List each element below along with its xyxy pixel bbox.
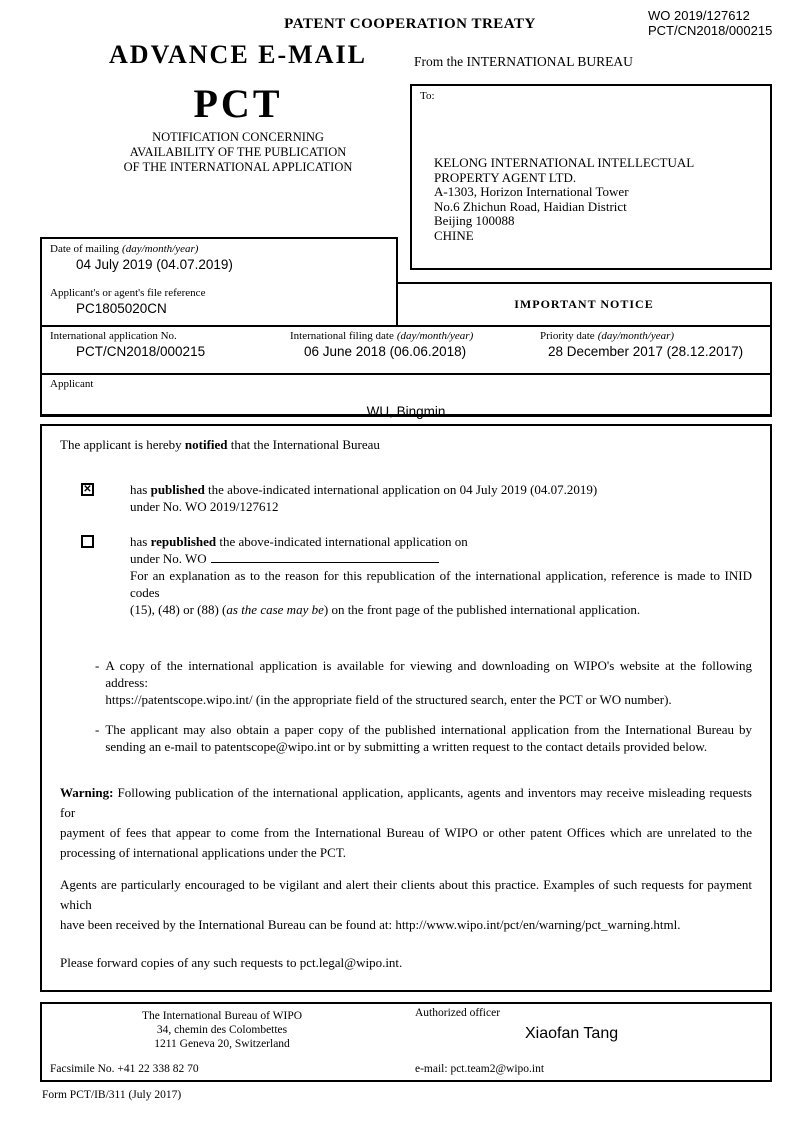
paper-copy-text [105, 721, 752, 755]
file-reference-label: Applicant's or agent's file reference [50, 287, 206, 299]
form-identifier: Form PCT/IB/311 (July 2017) [42, 1089, 182, 1101]
unchecked-checkbox-icon [81, 535, 94, 548]
warning-line3: processing of international applications under the PCT. [60, 845, 347, 860]
notification-title-line: NOTIFICATION CONCERNING [152, 130, 324, 144]
bureau-address-line: 34, chemin des Colombettes [156, 1024, 288, 1036]
date-format-note: (day/month/year) [396, 330, 474, 342]
intl-application-no-label: International application No. [50, 330, 177, 342]
bureau-address-line: 1211 Geneva 20, Switzerland [154, 1038, 290, 1050]
warning-line1-text: Following publication of the international application, applicants, agents and inventors may receive misleading requests for [60, 785, 752, 820]
date-format-note: (day/month/year) [122, 243, 199, 255]
republished-explanation-line2 [130, 601, 752, 618]
republished-post: the above-indicated international application on [216, 534, 468, 549]
intro-post: that the International Bureau [227, 437, 380, 452]
paper-copy-line1: The applicant may also obtain a paper copy of the published international application from the International Bureau by [105, 722, 752, 737]
published-text [130, 481, 597, 515]
address-line: CHINE [434, 227, 474, 243]
application-data-row [40, 325, 772, 375]
expl-pre: (15), (48) or (88) ( [130, 602, 227, 617]
address-line: No.6 Zhichun Road, Haidian District [434, 198, 627, 214]
republished-bold: republished [150, 534, 217, 549]
blank-underline [211, 551, 439, 563]
published-post: the above-indicated international application on 04 July 2019 (04.07.2019) [204, 482, 598, 497]
expl-italic: as the case may be [226, 602, 324, 617]
intl-application-no-field [50, 330, 205, 359]
applicant-label: Applicant [50, 378, 94, 390]
agents-line1: Agents are particularly encouraged to be vigilant and alert their clients about this practice. Examples of such requests for payment which [60, 877, 752, 912]
notification-title-line: OF THE INTERNATIONAL APPLICATION [123, 160, 353, 174]
intl-application-number: PCT/CN2018/000215 [648, 23, 773, 38]
republished-item [60, 533, 752, 618]
warning-line2: payment of fees that appear to come from the International Bureau of WIPO or other patent Offices which are unrelated to the [60, 825, 752, 840]
republished-pre: has [130, 534, 151, 549]
published-pre: has [130, 482, 151, 497]
priority-date-label-text: Priority date [540, 330, 595, 342]
republished-under-no: under No. WO [130, 551, 207, 566]
mailing-info-box [40, 237, 398, 327]
intro-text [60, 436, 752, 453]
advance-email-label: ADVANCE E-MAIL [109, 40, 367, 69]
officer-email: e-mail: pct.team2@wipo.int [415, 1063, 545, 1075]
intl-filing-date-field [290, 330, 473, 359]
notification-title-line: AVAILABILITY OF THE PUBLICATION [129, 145, 347, 159]
bureau-address-line: The International Bureau of WIPO [141, 1010, 303, 1022]
intl-filing-date-label-text: International filing date [290, 330, 394, 342]
copy-availability-text [105, 657, 752, 708]
authorized-officer-name: Xiaofan Tang [525, 1025, 619, 1042]
paper-copy-line2: sending an e-mail to patentscope@wipo.int or by submitting a written request to the contact details provided below. [105, 739, 708, 754]
checked-checkbox-icon [81, 483, 94, 496]
published-line1 [130, 481, 597, 498]
footer-contact-box [40, 1002, 772, 1082]
republished-line1 [130, 533, 752, 550]
from-international-bureau: From the INTERNATIONAL BUREAU [414, 54, 633, 69]
address-line: Beijing 100088 [434, 213, 515, 229]
wo-publication-number: WO 2019/127612 [648, 8, 750, 23]
applicant-value: WU, Bingmin [366, 404, 446, 419]
recipient-address [434, 156, 762, 244]
treaty-title: PATENT COOPERATION TREATY [284, 16, 536, 32]
copy-availability-item [60, 657, 752, 708]
file-reference-value: PC1805020CN [76, 301, 167, 316]
bureau-address [102, 1009, 342, 1051]
intl-filing-date-value: 06 June 2018 (06.06.2018) [304, 344, 467, 359]
notification-title [60, 130, 416, 175]
notification-body [40, 424, 772, 992]
dash-icon: - [95, 722, 100, 737]
warning-line1 [60, 783, 752, 823]
recipient-box [410, 84, 772, 270]
priority-date-field [540, 330, 743, 359]
intro-pre: The applicant is hereby [60, 437, 185, 452]
date-of-mailing-label [50, 243, 388, 255]
address-line: KELONG INTERNATIONAL INTELLECTUAL [434, 155, 695, 170]
date-of-mailing-value: 04 July 2019 (04.07.2019) [76, 257, 233, 272]
authorized-officer-label: Authorized officer [415, 1007, 501, 1019]
republished-text [130, 533, 752, 618]
pct-logo: PCT [193, 81, 283, 126]
applicant-row [40, 373, 772, 417]
important-notice: IMPORTANT NOTICE [396, 282, 772, 327]
priority-date-value: 28 December 2017 (28.12.2017) [548, 344, 744, 359]
x-mark-icon: ✕ [83, 484, 92, 495]
published-item [60, 481, 752, 515]
intl-filing-date-label [290, 330, 473, 342]
warning-bold: Warning: [60, 785, 114, 800]
copy-availability-line1: A copy of the international application is available for viewing and downloading on WIPO's website at the following address: [105, 658, 752, 690]
facsimile-number: Facsimile No. +41 22 338 82 70 [50, 1063, 199, 1075]
priority-date-label [540, 330, 743, 342]
republished-explanation-line1: For an explanation as to the reason for this republication of the international application, reference is made to INID codes [130, 568, 752, 600]
address-line: A-1303, Horizon International Tower [434, 184, 629, 200]
paper-copy-item [60, 721, 752, 755]
dash-icon: - [95, 658, 100, 673]
header-reference-numbers [648, 8, 772, 38]
agents-paragraph [60, 875, 752, 935]
address-line: PROPERTY AGENT LTD. [434, 169, 577, 185]
warning-paragraph [60, 783, 752, 863]
copy-availability-line2: https://patentscope.wipo.int/ (in the appropriate field of the structured search, enter the PCT or WO number). [105, 692, 672, 707]
date-of-mailing-label-text: Date of mailing [50, 243, 120, 255]
republished-line2 [130, 550, 752, 567]
intro-bold: notified [184, 437, 228, 452]
agents-line2: have been received by the International Bureau can be found at: http://www.wipo.int/pct/en/warning/pct_warning.html. [60, 917, 681, 932]
published-bold: published [150, 482, 205, 497]
forward-paragraph: Please forward copies of any such requests to pct.legal@wipo.int. [60, 955, 403, 970]
intl-application-no-value: PCT/CN2018/000215 [76, 344, 206, 359]
published-line2: under No. WO 2019/127612 [130, 499, 279, 514]
date-format-note: (day/month/year) [597, 330, 675, 342]
expl-post: ) on the front page of the published international application. [323, 602, 641, 617]
to-label: To: [420, 90, 435, 102]
